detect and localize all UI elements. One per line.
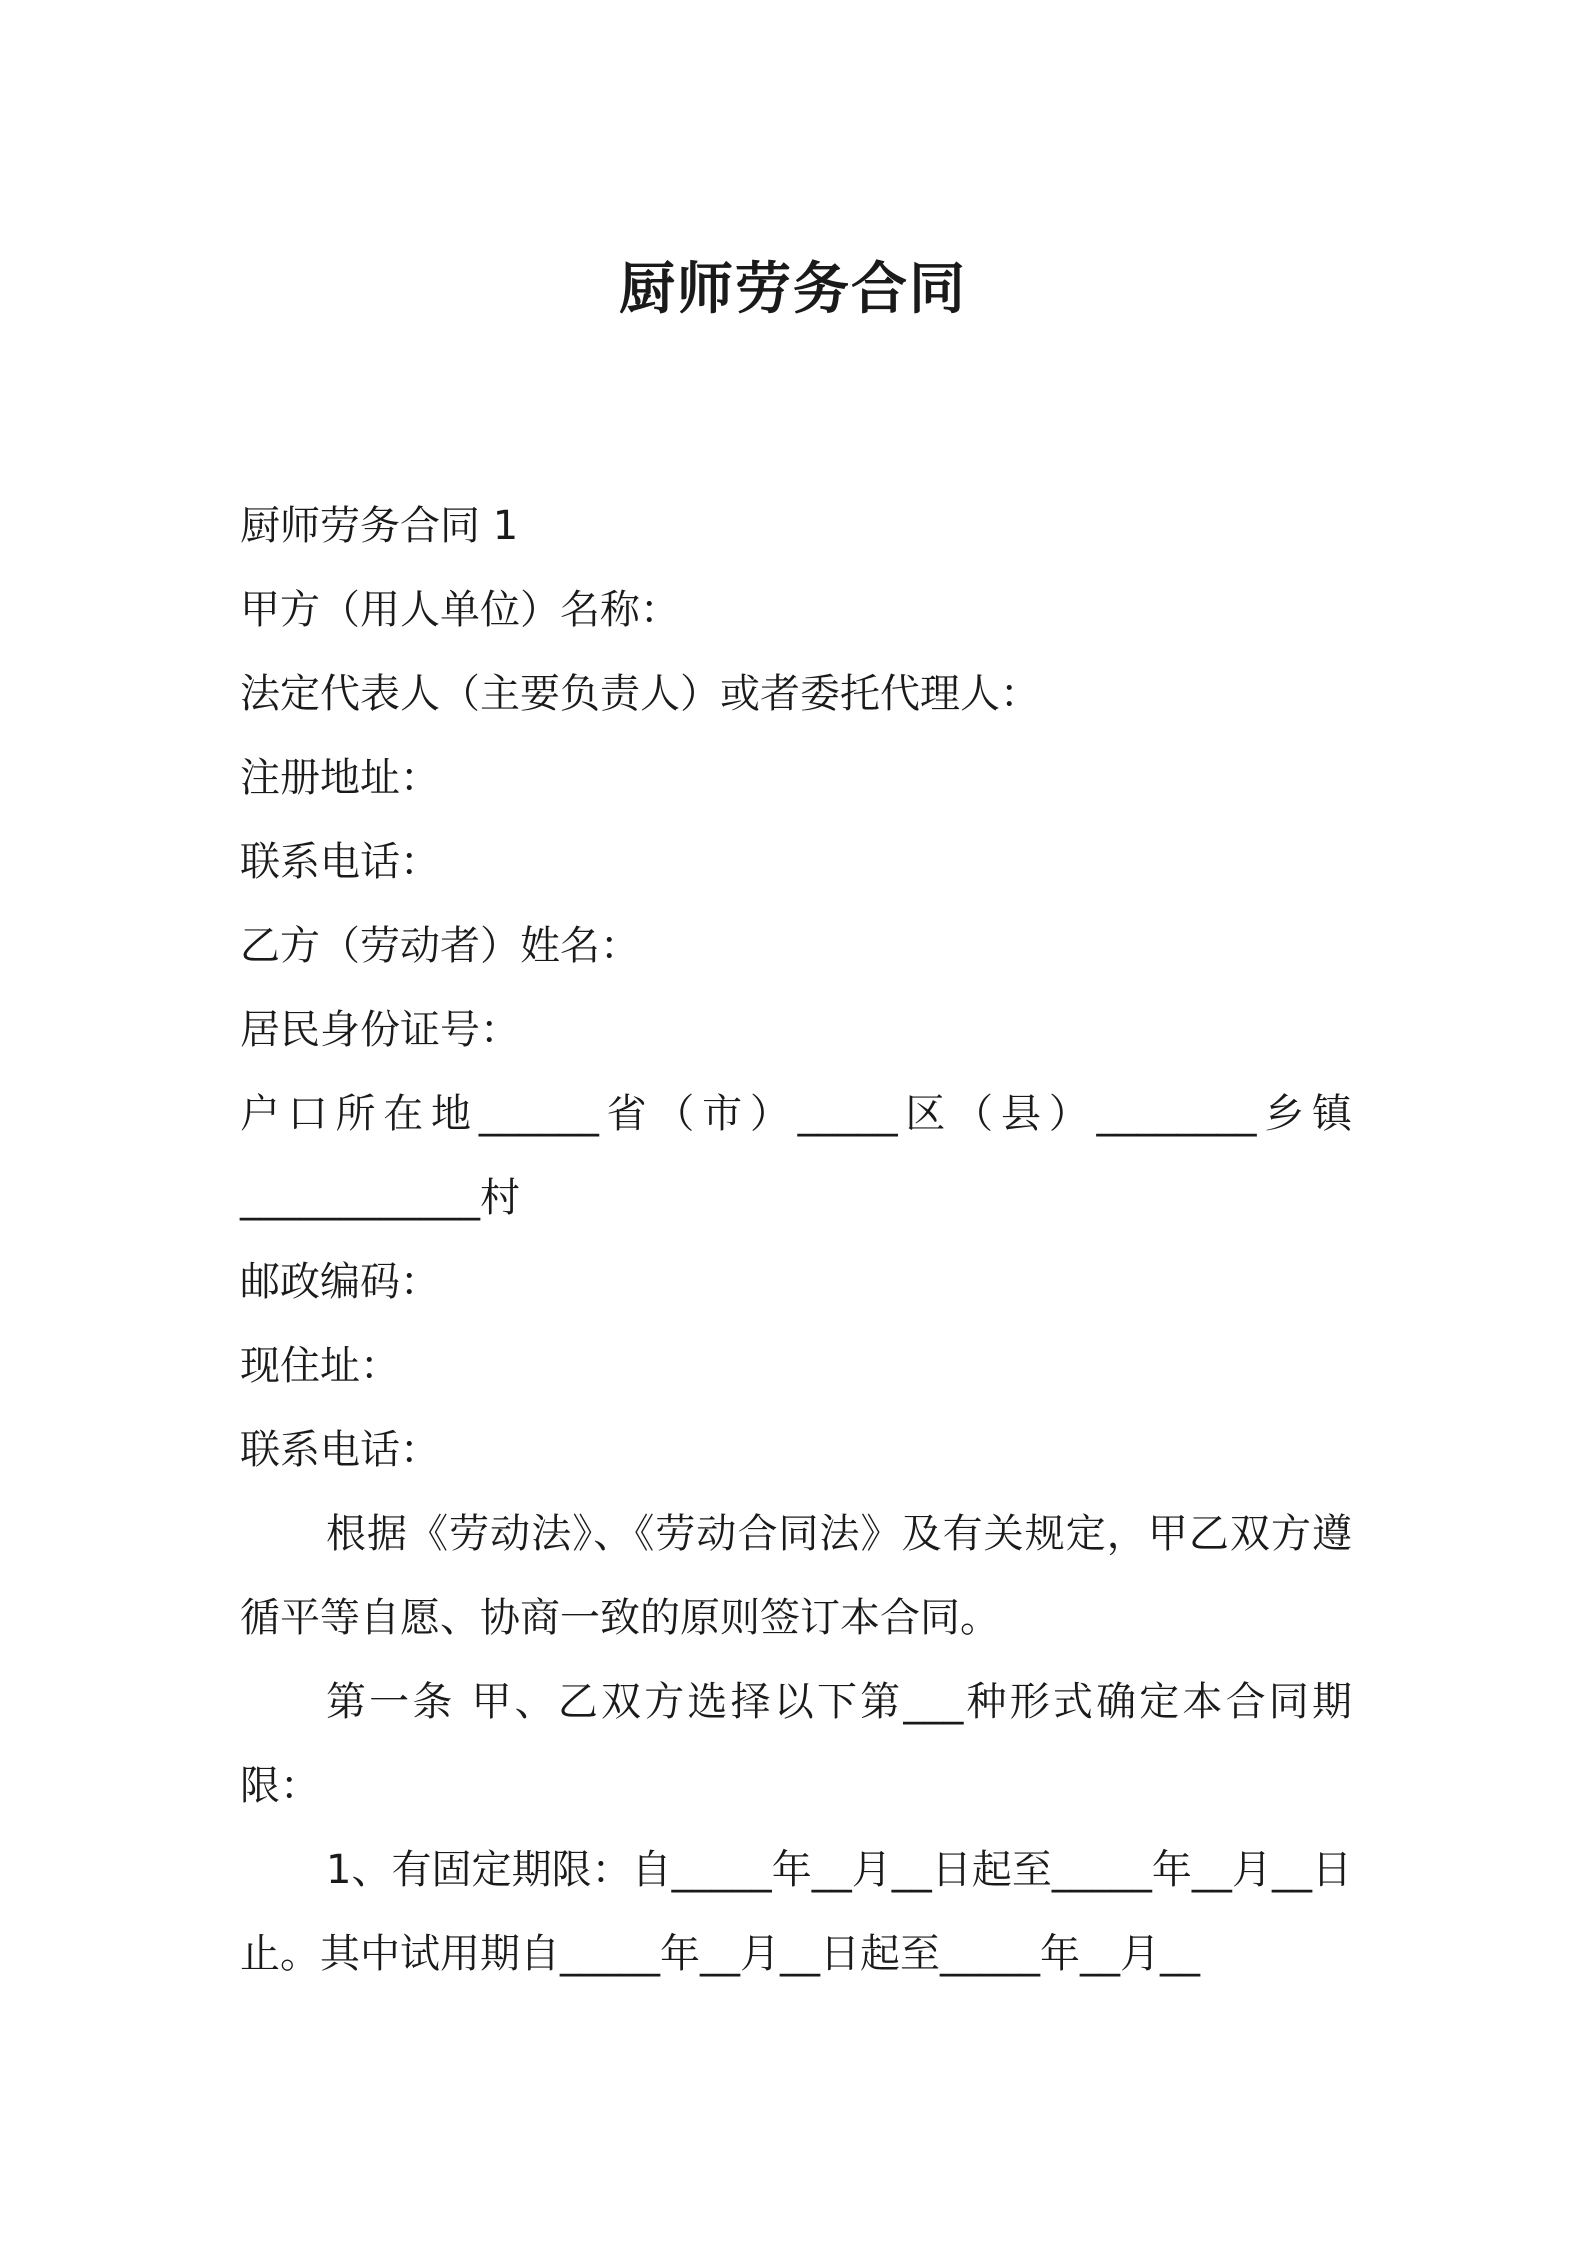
- party-a-representative-label: 法定代表人（主要负责人）或者委托代理人：: [240, 671, 1040, 717]
- party-a-address-label: 注册地址：: [240, 755, 440, 801]
- party-b-name-label: 乙方（劳动者）姓名：: [240, 923, 640, 969]
- party-a-name-label: 甲方（用人单位）名称：: [240, 587, 680, 633]
- document-title: 厨师劳务合同: [619, 257, 967, 322]
- household-registration-village: ____________村: [240, 1175, 520, 1221]
- party-b-id-label: 居民身份证号：: [240, 1007, 520, 1053]
- article-1-paragraph: 第一条 甲、乙双方选择以下第___种形式确定本合同期限：: [240, 1679, 1352, 1809]
- current-address-label: 现住址：: [240, 1343, 400, 1389]
- contract-heading: 厨师劳务合同 1: [240, 503, 519, 549]
- household-registration-line: 户口所在地______省（市）_____区（县）________乡镇: [240, 1091, 1352, 1137]
- party-b-phone-label: 联系电话：: [240, 1427, 440, 1473]
- preamble-paragraph: 根据《劳动法》、《劳动合同法》及有关规定，甲乙双方遵循平等自愿、协商一致的原则签订本合同。: [240, 1511, 1352, 1641]
- party-a-phone-label: 联系电话：: [240, 839, 440, 885]
- fixed-term-paragraph: 1、有固定期限：自_____年__月__日起至_____年__月__日止。其中试用期自_____年__月__日起至_____年__月__: [240, 1847, 1352, 1977]
- postal-code-label: 邮政编码：: [240, 1259, 440, 1305]
- document-body: [240, 484, 1352, 1996]
